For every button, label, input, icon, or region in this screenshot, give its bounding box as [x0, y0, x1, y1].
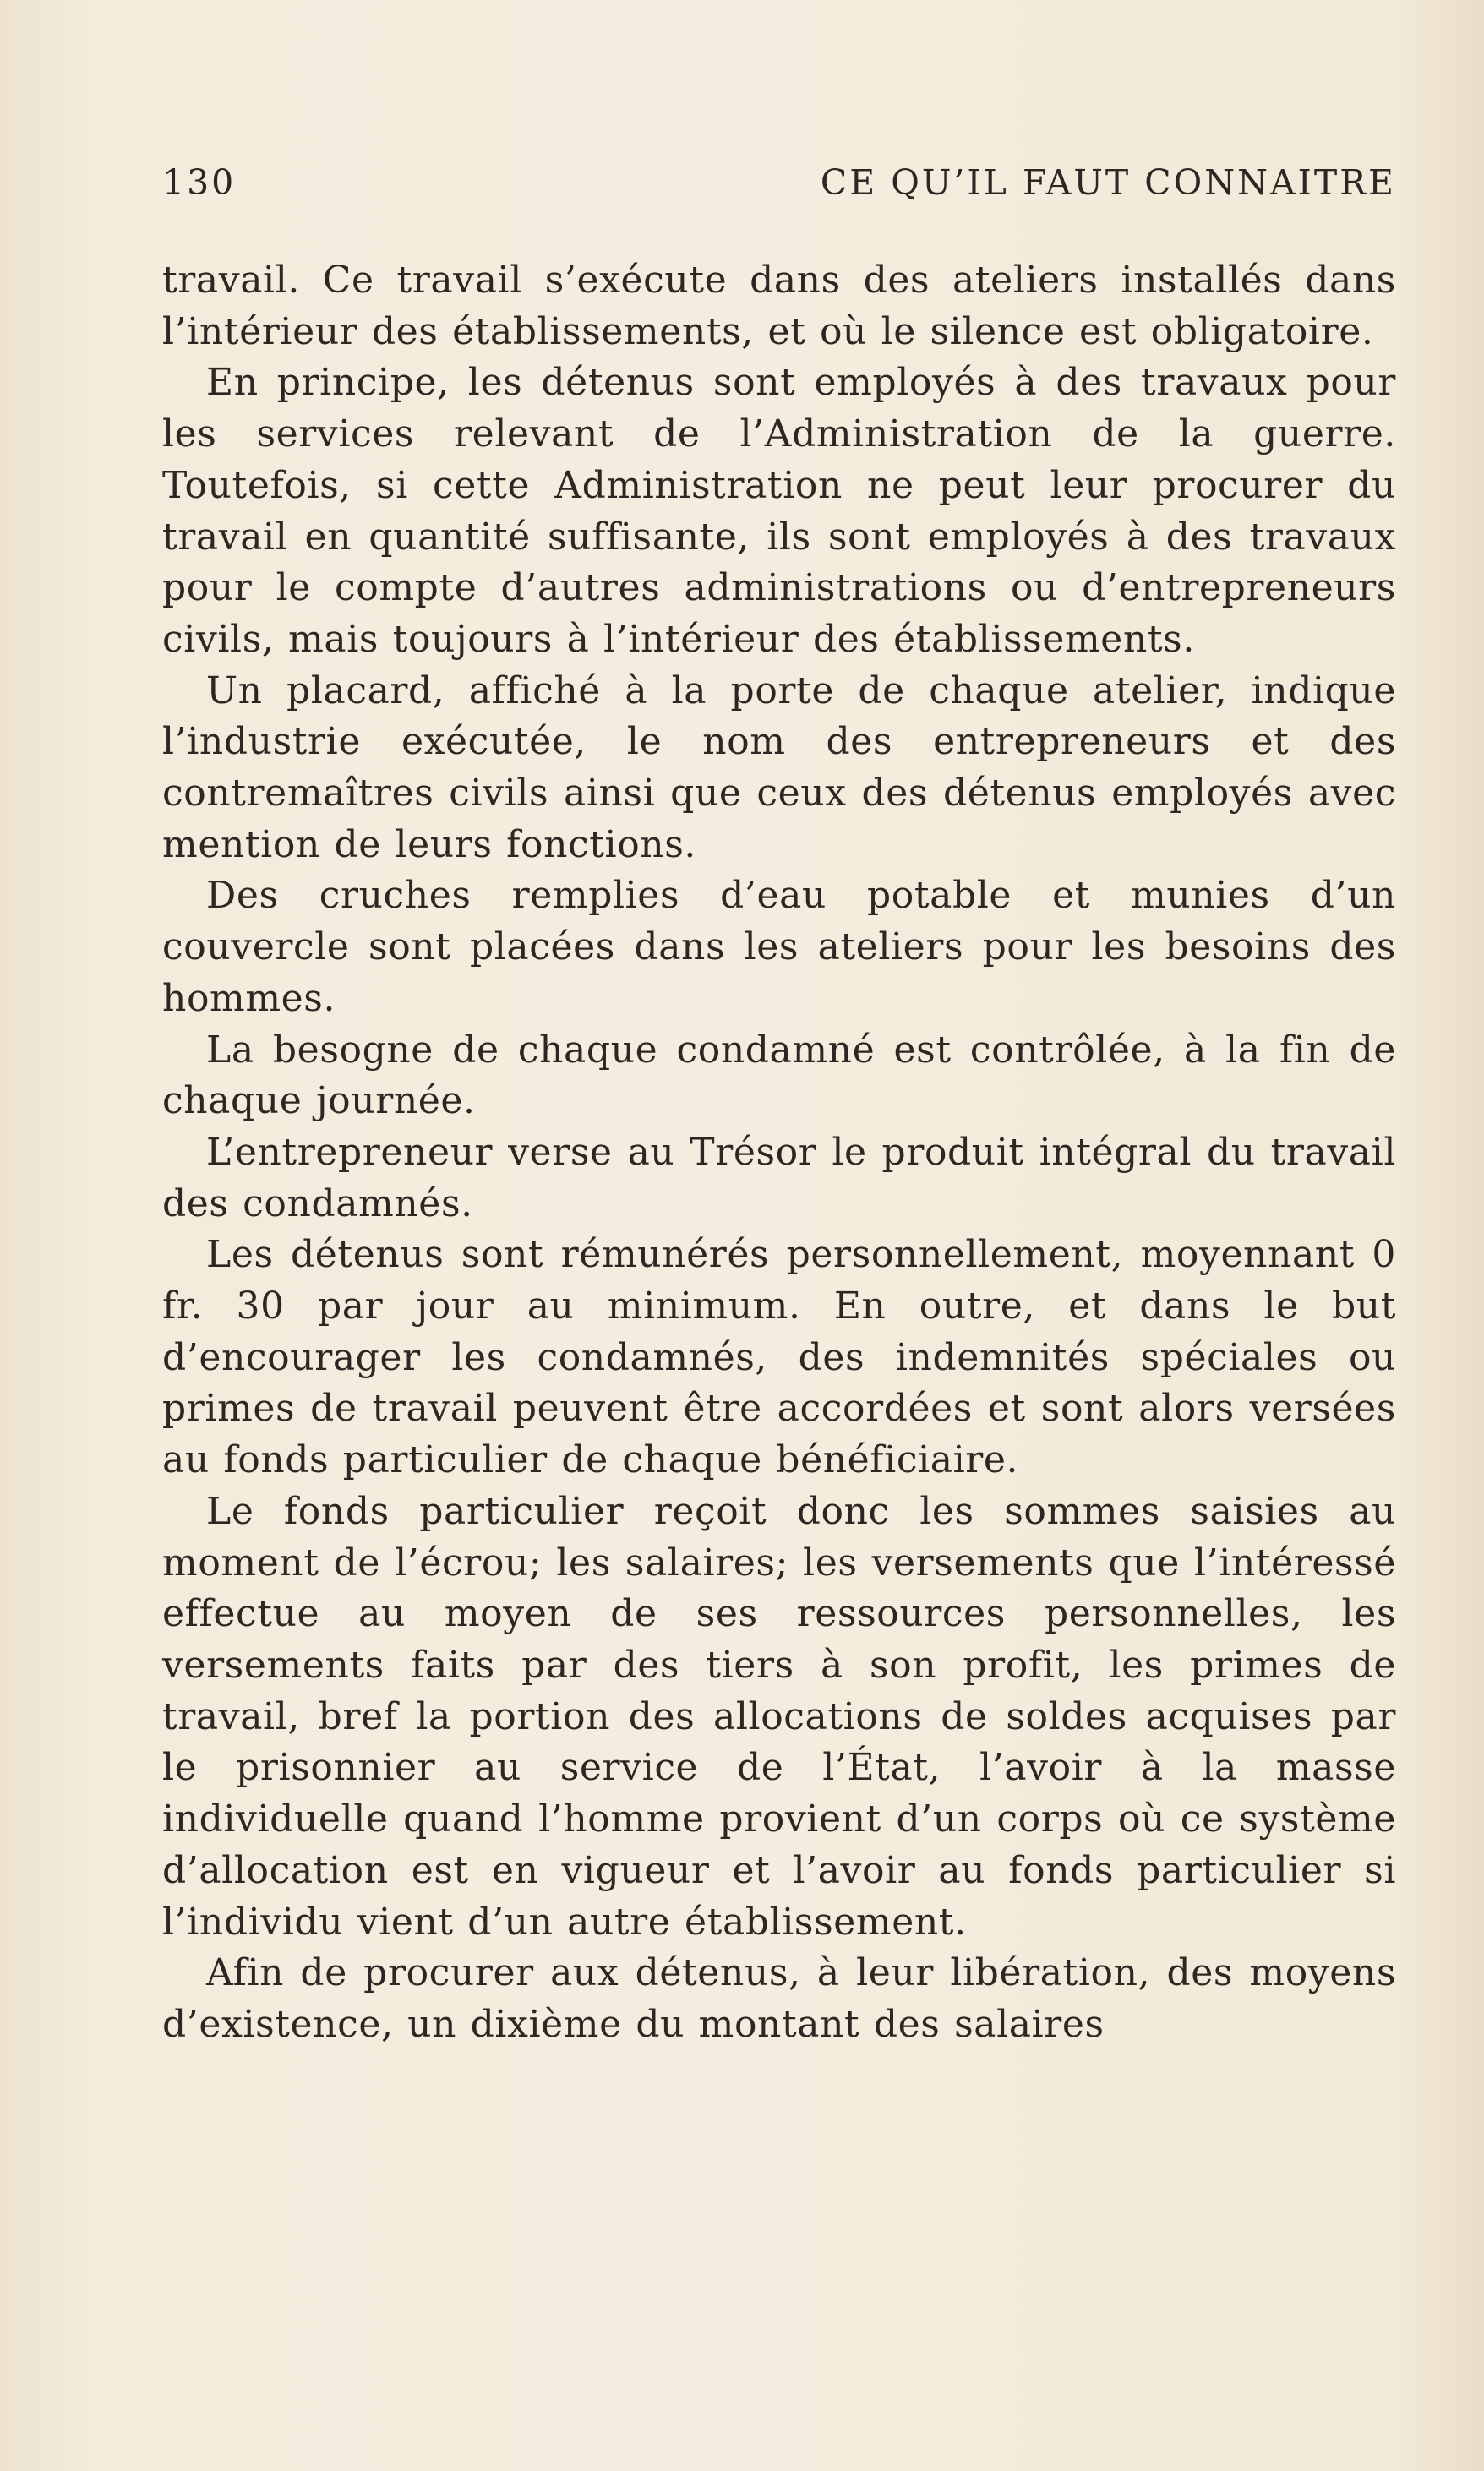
page-number: 130 [162, 162, 237, 203]
paragraph-4: Des cruches remplies d’eau potable et munies d’un couvercle sont placées dans les ateliers pour les besoins des hommes. [162, 874, 1396, 1020]
body-text [162, 255, 1396, 2051]
paragraph-8: Le fonds particulier reçoit donc les sommes saisies au moment de l’écrou; les salaires; les versements que l’intéressé effectue au moyen de ses ressources personnelles, les versements faits par des tiers à son profit, les primes de travail, bref la portion des allocations de soldes acquises par le prisonnier au service de l’État, l’avoir à la masse individuelle quand l’homme provient d’un corps où ce système d’allocation est en vigueur et l’avoir au fonds particulier si l’individu vient d’un autre établissement. [162, 1489, 1396, 1944]
paragraph-6: L’entrepreneur verse au Trésor le produit intégral du travail des condamnés. [162, 1130, 1396, 1225]
paragraph-5: La besogne de chaque condamné est contrôlée, à la fin de chaque journée. [162, 1028, 1396, 1123]
running-title: CE QU’IL FAUT CONNAITRE [820, 162, 1396, 203]
paragraph-1: travail. Ce travail s’exécute dans des ateliers installés dans l’intérieur des établissements, et où le silence est obligatoire. [162, 259, 1396, 353]
paragraph-9: Afin de procurer aux détenus, à leur libération, des moyens d’existence, un dixième du montant des salaires [162, 1951, 1396, 2046]
paragraph-3: Un placard, affiché à la porte de chaque atelier, indique l’industrie exécutée, le nom des entrepreneurs et des contremaîtres civils ainsi que ceux des détenus employés avec mention de leurs fonctions. [162, 668, 1396, 866]
running-header [162, 157, 1396, 208]
paragraph-7: Les détenus sont rémunérés personnellement, moyennant 0 fr. 30 par jour au minimum. En outre, et dans le but d’encourager les condamnés, des indemnités spéciales ou primes de travail peuvent être accordées et sont alors versées au fonds particulier de chaque bénéficiaire. [162, 1233, 1396, 1482]
paragraph-2: En principe, les détenus sont employés à des travaux pour les services relevant de l’Administration de la guerre. Toutefois, si cette Administration ne peut leur procurer du travail en quantité suffisante, ils sont employés à des travaux pour le compte d’autres administrations ou d’entrepreneurs civils, mais toujours à l’intérieur des établissements. [162, 361, 1396, 661]
